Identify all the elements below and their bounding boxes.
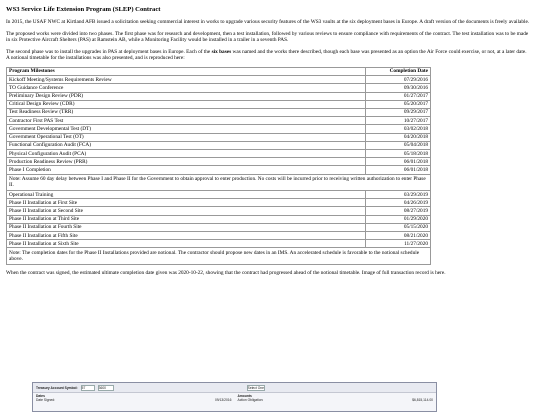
table-row-note — [7, 174, 431, 190]
table-row — [7, 92, 431, 100]
here-link[interactable]: here — [435, 269, 445, 276]
action-obligation-label: Action Obligation: — [237, 398, 264, 402]
table-row-note — [7, 248, 431, 264]
completion-date-cell: 08/27/2019 — [366, 207, 431, 215]
table-row — [7, 84, 431, 92]
table-row — [7, 166, 431, 174]
completion-date-cell: 07/29/2016 — [366, 76, 431, 84]
dates-label: Dates — [36, 394, 45, 398]
text-run: was named and the works there described, though each base was presented as an option the Air Force could exercise, or not, at a later date. A notional timetable for the installations was also presented, and is reproduced here: — [6, 48, 527, 62]
completion-date-cell: 08/21/2020 — [366, 232, 431, 240]
completion-date-cell: 09/30/2016 — [366, 84, 431, 92]
table-row — [7, 150, 431, 158]
date-signed-label: Date Signed: — [36, 398, 56, 402]
amounts-label: Amounts — [237, 394, 252, 398]
dates-column — [33, 393, 235, 403]
completion-date-cell: 03/29/2019 — [366, 191, 431, 199]
milestone-cell: Test Readiness Review (TRR) — [7, 108, 366, 116]
table-row — [7, 215, 431, 223]
completion-date-cell: 01/27/2017 — [366, 92, 431, 100]
text-run: The second phase was to install the upgrades in PAS at deployment bases in Europe. Each of the — [6, 48, 212, 55]
treasury-code-field: 57 — [81, 385, 95, 391]
milestone-cell: Kickoff Meeting/Systems Requirements Review — [7, 76, 366, 84]
table-row — [7, 117, 431, 125]
form-header — [33, 383, 436, 393]
second-phase-paragraph — [6, 49, 530, 62]
table-row — [7, 141, 431, 149]
table-row — [7, 199, 431, 207]
table-row — [7, 240, 431, 248]
milestone-cell: Phase II Installation at Sixth Site — [7, 240, 366, 248]
conclusion-paragraph — [6, 270, 530, 277]
milestone-cell: Government Developmental Test (DT) — [7, 125, 366, 133]
completion-date-cell: 05/15/2020 — [366, 223, 431, 231]
milestone-cell: Operational Training — [7, 191, 366, 199]
bold-text-six-bases: six bases — [211, 48, 232, 55]
completion-date-cell: 06/01/2018 — [366, 158, 431, 166]
table-row — [7, 207, 431, 215]
completion-date-cell: 05/18/2018 — [366, 150, 431, 158]
amounts-column — [235, 393, 437, 403]
milestone-cell: Preliminary Design Review (PDR) — [7, 92, 366, 100]
completion-date-cell: 03/02/2018 — [366, 125, 431, 133]
transaction-record-image — [32, 382, 437, 412]
milestone-cell: Government Operational Test (OT) — [7, 133, 366, 141]
action-obligation-row — [238, 398, 434, 402]
milestones-table — [6, 67, 431, 265]
treasury-year-field: 3600 — [98, 385, 114, 391]
column-header-date: Completion Date — [366, 67, 431, 75]
table-row — [7, 232, 431, 240]
completion-date-cell: 04/26/2019 — [366, 199, 431, 207]
table-row — [7, 108, 431, 116]
milestone-cell: Phase II Installation at Fourth Site — [7, 223, 366, 231]
milestone-cell: Physical Configuration Audit (PCA) — [7, 150, 366, 158]
phase-note-1: Note: Assume 60 day delay between Phase I and Phase II for the Government to obtain approval to enter production. No costs will be incurred prior to receiving written authorization to enter Phase II. — [7, 174, 431, 190]
completion-date-cell: 11/27/2020 — [366, 240, 431, 248]
milestone-cell: Functional Configuration Audit (FCA) — [7, 141, 366, 149]
text-run: When the contract was signed, the estimated ultimate completion date given was 2020-10-22, showing that the contract had progressed ahead of the notional timetable. Image of full transaction record is — [6, 269, 436, 276]
phase-note-2: Note: The completion dates for the Phase II Installations provided are notional. The contractor should propose new dates in an IMS. An accelerated schedule is favorable to the notional schedule above. — [7, 248, 431, 264]
milestone-cell: Phase II Installation at Fifth Site — [7, 232, 366, 240]
treasury-label: Treasury Account Symbol: — [36, 385, 78, 390]
completion-date-cell: 06/01/2018 — [366, 166, 431, 174]
form-columns — [33, 393, 436, 403]
text-run: . — [444, 269, 446, 276]
milestone-cell: Phase I Completion — [7, 166, 366, 174]
completion-date-cell: 05/04/2018 — [366, 141, 431, 149]
table-row — [7, 191, 431, 199]
completion-date-cell: 01/29/2020 — [366, 215, 431, 223]
milestone-cell: Phase II Installation at First Site — [7, 199, 366, 207]
milestone-cell: Phase II Installation at Third Site — [7, 215, 366, 223]
page-title: WS3 Service Life Extension Program (SLEP) Contract — [6, 6, 161, 13]
milestone-cell: Contractor First PAS Test — [7, 117, 366, 125]
table-row — [7, 125, 431, 133]
phases-paragraph: The proposed works were divided into two phases. The first phase was for research and development, then a test installation, followed by various reviews to ensure compliance with requirements of the contract. The test installation was to be made in six Protective Aircraft Shelters (PAS) at Ramstein AB, while a Monitoring Facility would be installed in a trailer in a seventh PAS. — [6, 30, 529, 44]
action-obligation-value: $6,815,114.00 — [412, 398, 433, 402]
select-placeholder: Select One — [247, 385, 264, 390]
column-header-milestone: Program Milestones — [7, 67, 366, 75]
milestone-cell: TO Guidance Conference — [7, 84, 366, 92]
milestone-cell: Phase II Installation at Second Site — [7, 207, 366, 215]
milestone-cell: Critical Design Review (CDR) — [7, 100, 366, 108]
completion-date-cell: 04/20/2018 — [366, 133, 431, 141]
table-row — [7, 158, 431, 166]
date-signed-value: 09/13/2016 — [214, 398, 232, 402]
table-row — [7, 100, 431, 108]
table-row — [7, 76, 431, 84]
table-header-row — [7, 67, 431, 75]
date-signed-row — [36, 398, 232, 402]
select-field — [247, 385, 265, 391]
table-row — [7, 223, 431, 231]
completion-date-cell: 09/29/2017 — [366, 108, 431, 116]
intro-paragraph: In 2015, the USAF NWC at Kirtland AFB issued a solicitation seeking commercial interest in works to upgrade various security features of the WS3 vaults at the six deployment bases in Europe. A draft version of the documents is freely available. — [6, 19, 530, 25]
milestone-cell: Production Readiness Review (PRR) — [7, 158, 366, 166]
completion-date-cell: 05/20/2017 — [366, 100, 431, 108]
table-row — [7, 133, 431, 141]
completion-date-cell: 10/27/2017 — [366, 117, 431, 125]
